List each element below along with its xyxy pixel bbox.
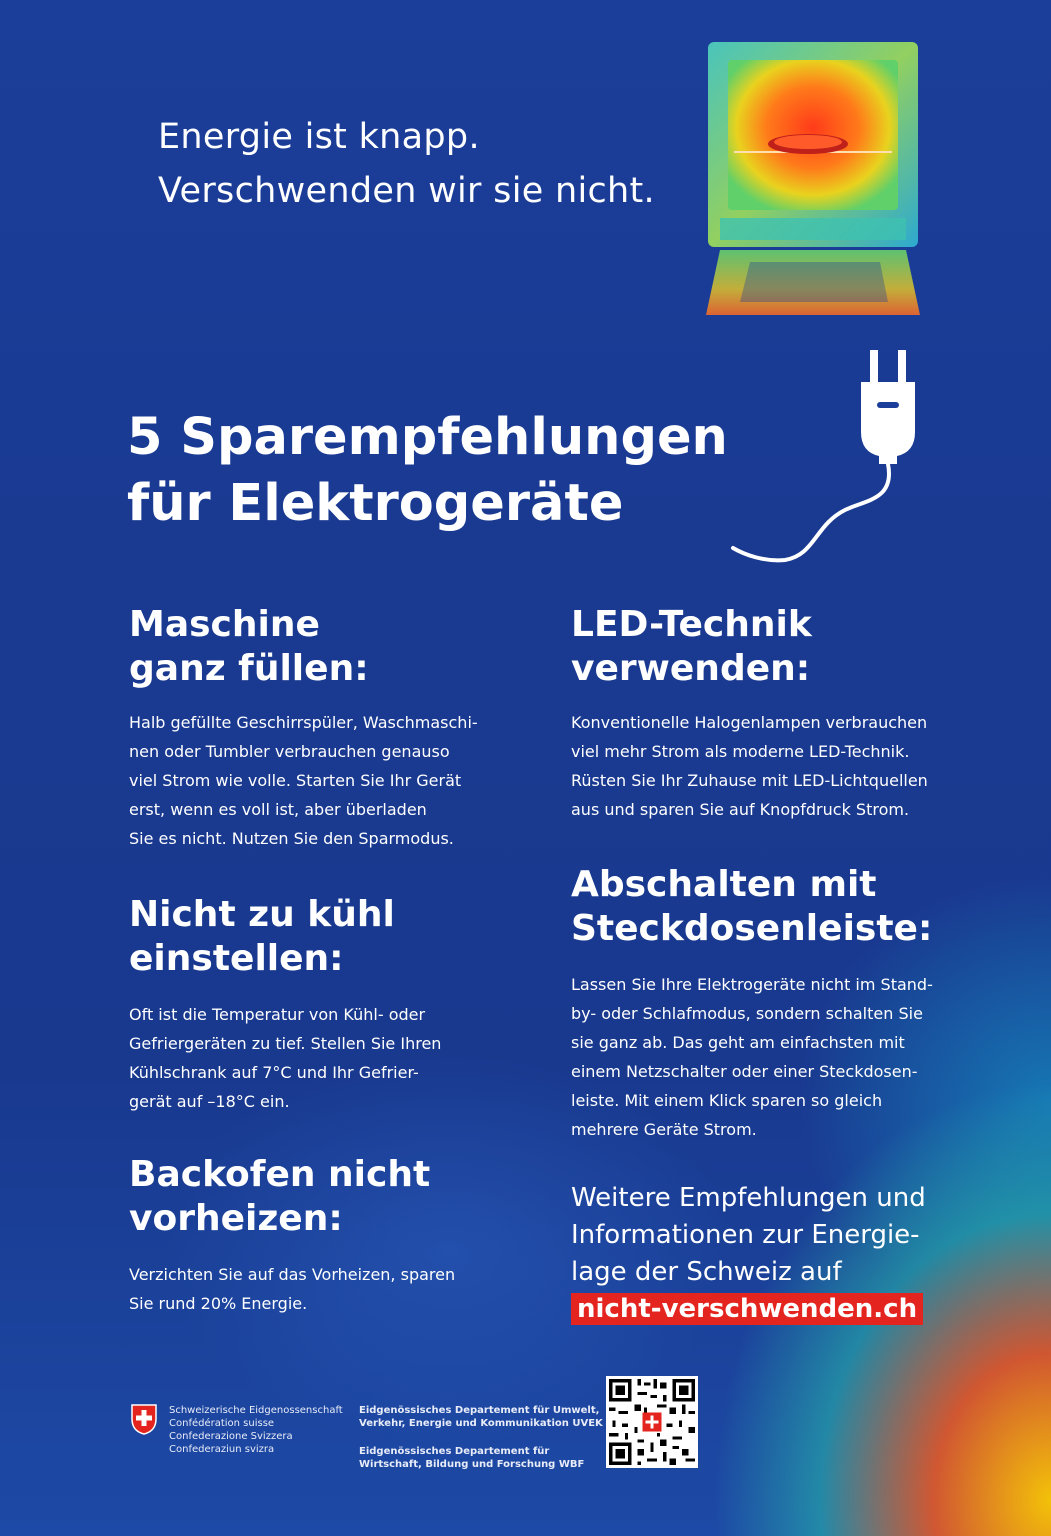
tip-heading — [129, 1153, 455, 1241]
tip-body-line: Oft ist die Temperatur von Kühl- oder — [129, 1005, 426, 1024]
website-link[interactable]: nicht-verschwenden.ch — [571, 1293, 923, 1325]
tip-heading-line: LED-Technik — [571, 604, 812, 645]
slogan — [158, 110, 655, 218]
tip-heading — [129, 603, 478, 691]
tip-body-line: sie ganz ab. Das geht am einfachsten mit — [571, 1033, 905, 1052]
tip-heading-line: Maschine — [129, 604, 320, 645]
tip-body-line: mehrere Geräte Strom. — [571, 1120, 757, 1139]
tip-not-too-cold — [129, 893, 441, 1116]
tip-body-line: viel mehr Strom als moderne LED-Technik. — [571, 742, 910, 761]
tip-body — [571, 708, 928, 824]
plug-icon — [725, 350, 930, 570]
slogan-line-2: Verschwenden wir sie nicht. — [158, 171, 655, 211]
tip-body-line: erst, wenn es voll ist, aber überladen — [129, 800, 427, 819]
tip-body-line: Gefriergeräten zu tief. Stellen Sie Ihren — [129, 1034, 442, 1053]
department-line: Verkehr, Energie und Kommunikation UVEK — [359, 1418, 603, 1429]
tip-body-line: by- oder Schlafmodus, sondern schalten Sie — [571, 1004, 923, 1023]
tip-heading — [571, 863, 933, 951]
more-info-line: Weitere Empfehlungen und — [571, 1183, 926, 1213]
tip-heading-line: Backofen nicht — [129, 1154, 431, 1195]
more-info-line: lage der Schweiz auf — [571, 1257, 842, 1287]
tip-heading-line: einstellen: — [129, 938, 344, 979]
more-info — [571, 1180, 926, 1328]
tip-fill-machine — [129, 603, 478, 853]
tip-body-line: einem Netzschalter oder einer Steckdosen- — [571, 1062, 918, 1081]
tip-heading-line: Abschalten mit — [571, 864, 877, 905]
tip-body-line: Sie rund 20% Energie. — [129, 1294, 308, 1313]
main-title — [127, 405, 728, 537]
confederation-name: Confédération suisse — [169, 1418, 275, 1429]
tip-body-line: Konventionelle Halogenlampen verbrauchen — [571, 713, 928, 732]
department-line: Eidgenössisches Departement für Umwelt, — [359, 1405, 600, 1416]
main-title-line-1: 5 Sparempfehlungen — [127, 408, 728, 467]
tip-body-line: leiste. Mit einem Klick sparen so gleich — [571, 1091, 883, 1110]
qr-code[interactable] — [606, 1376, 698, 1468]
tip-body — [571, 970, 933, 1144]
tip-heading-line: Nicht zu kühl — [129, 894, 395, 935]
tip-body-line: Halb gefüllte Geschirrspüler, Waschmaschi- — [129, 713, 478, 732]
tip-body-line: aus und sparen Sie auf Knopfdruck Strom. — [571, 800, 910, 819]
tip-body-line: gerät auf –18°C ein. — [129, 1092, 290, 1111]
tip-body-line: Sie es nicht. Nutzen Sie den Sparmodus. — [129, 829, 454, 848]
oven-thermal-image — [690, 30, 930, 320]
tip-heading — [571, 603, 928, 691]
confederation-name: Confederazione Svizzera — [169, 1431, 293, 1442]
tip-heading-line: vorheizen: — [129, 1198, 343, 1239]
tip-body — [129, 1000, 441, 1116]
tip-body — [129, 708, 478, 853]
confederation-name: Confederaziun svizra — [169, 1444, 275, 1455]
department-wbf — [359, 1445, 584, 1471]
tip-no-preheat — [129, 1153, 455, 1318]
tip-body — [129, 1260, 455, 1318]
tip-heading — [129, 893, 441, 981]
tip-led — [571, 603, 928, 824]
more-info-line: Informationen zur Energie- — [571, 1220, 920, 1250]
department-uvek — [359, 1404, 603, 1430]
department-line: Wirtschaft, Bildung und Forschung WBF — [359, 1459, 585, 1470]
tip-body-line: Kühlschrank auf 7°C und Ihr Gefrier- — [129, 1063, 419, 1082]
tip-power-strip — [571, 863, 933, 1144]
confederation-name: Schweizerische Eidgenossenschaft — [169, 1405, 343, 1416]
swiss-shield-icon — [130, 1403, 158, 1435]
tip-body-line: viel Strom wie volle. Starten Sie Ihr Gerät — [129, 771, 462, 790]
tip-heading-line: Steckdosenleiste: — [571, 908, 933, 949]
tip-body-line: nen oder Tumbler verbrauchen genauso — [129, 742, 450, 761]
department-line: Eidgenössisches Departement für — [359, 1446, 550, 1457]
tip-body-line: Rüsten Sie Ihr Zuhause mit LED-Lichtquellen — [571, 771, 928, 790]
tip-body-line: Lassen Sie Ihre Elektrogeräte nicht im Stand- — [571, 975, 933, 994]
tip-heading-line: ganz füllen: — [129, 648, 369, 689]
slogan-line-1: Energie ist knapp. — [158, 117, 480, 157]
main-title-line-2: für Elektrogeräte — [127, 474, 624, 533]
confederation-names — [169, 1404, 343, 1456]
tip-heading-line: verwenden: — [571, 648, 811, 689]
tip-body-line: Verzichten Sie auf das Vorheizen, sparen — [129, 1265, 456, 1284]
